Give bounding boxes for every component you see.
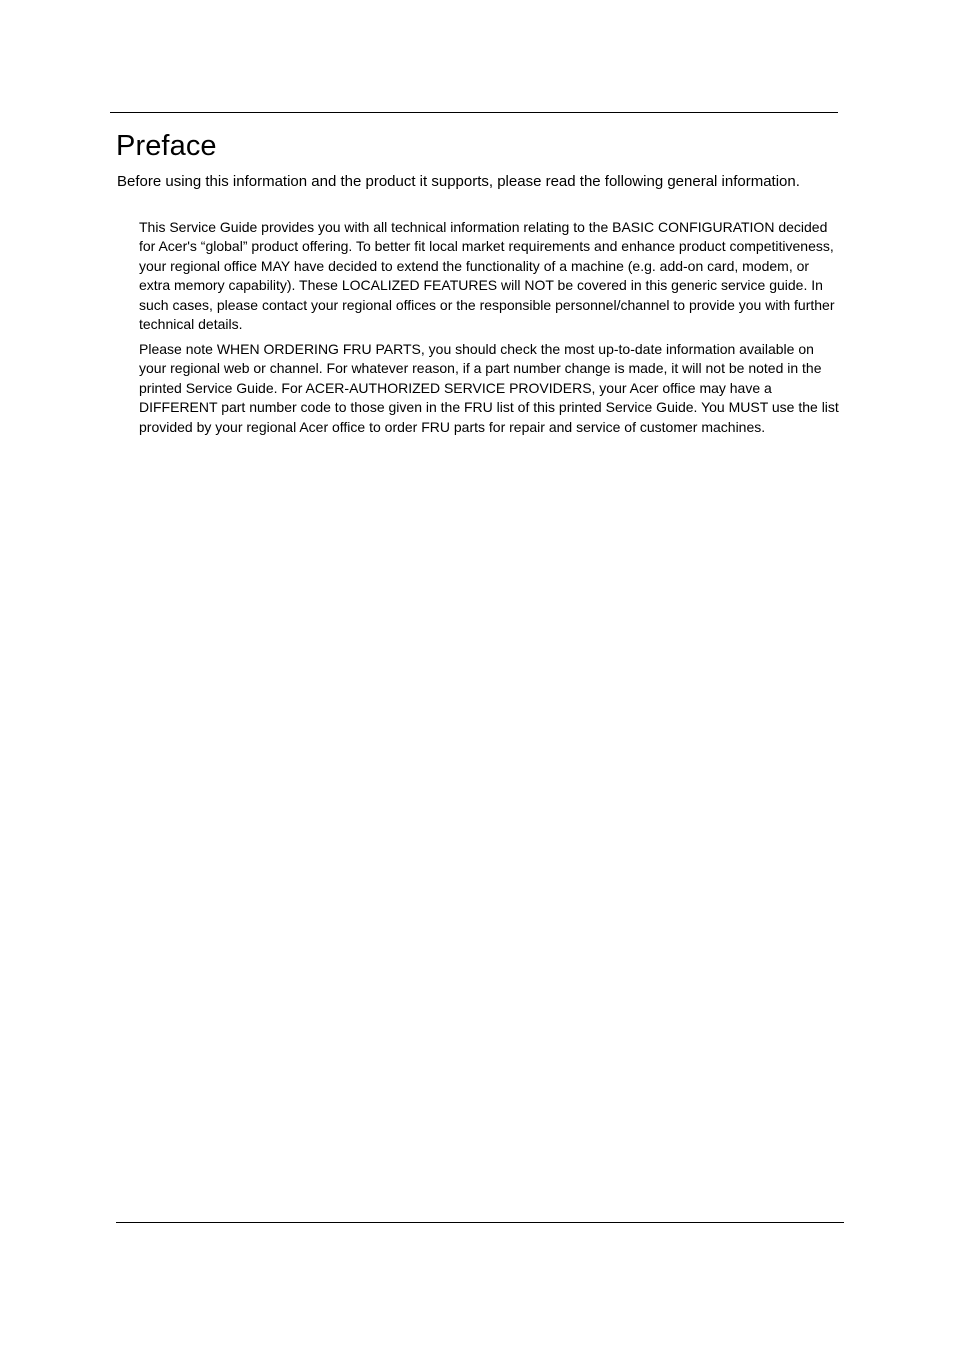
header-rule: [110, 112, 838, 113]
intro-text: Before using this information and the product it supports, please read the following general information.: [117, 173, 800, 190]
paragraph-fru-ordering-note: Please note WHEN ORDERING FRU PARTS, you should check the most up-to-date information available on your regional web or channel. For whatever reason, if a part number change is made, it will not be noted in the printed Service Guide. For ACER-AUTHORIZED SERVICE PROVIDERS, your Acer office may have a DIFFERENT part number code to those given in the FRU list of this printed Service Guide. You MUST use the list provided by your regional Acer office to order FRU parts for repair and service of customer machines.: [139, 341, 839, 435]
footer-rule: [116, 1222, 844, 1223]
page-title: Preface: [116, 130, 217, 162]
paragraph-service-guide-scope: This Service Guide provides you with all technical information relating to the BASIC CONFIGURATION decided for Acer's “global” product offering. To better fit local market requirements and enhance product competitiveness, your regional office MAY have decided to extend the functionality of a machine (e.g. add-on card, modem, or extra memory capability). These LOCALIZED FEATURES will NOT be covered in this generic service guide. In such cases, please contact your regional offices or the responsible personnel/channel to provide you with further technical details.: [139, 219, 835, 333]
